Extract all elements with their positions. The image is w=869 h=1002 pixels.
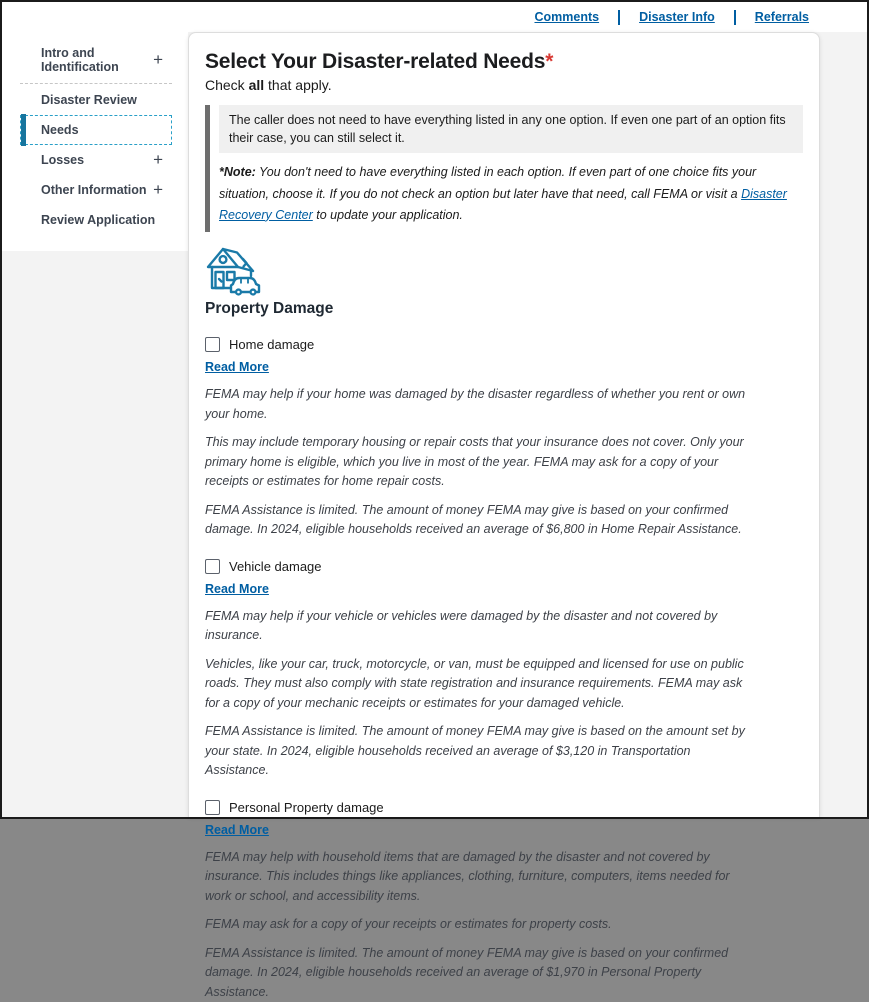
expand-plus-icon[interactable]: + bbox=[153, 55, 163, 65]
checkbox-label: Home damage bbox=[229, 337, 314, 352]
read-more-link[interactable]: Read More bbox=[205, 823, 269, 837]
option-description: FEMA may help if your home was damaged by the disaster regardless of whether you rent or own your home. bbox=[205, 385, 753, 424]
read-more-link[interactable]: Read More bbox=[205, 360, 269, 374]
checkbox-label: Personal Property damage bbox=[229, 800, 384, 815]
main-panel bbox=[188, 32, 820, 817]
option-description: FEMA Assistance is limited. The amount of money FEMA may give is based on your confirmed damage. In 2024, eligible households received an average of $6,800 in Home Repair Assistance. bbox=[205, 501, 753, 540]
page-subtitle bbox=[205, 77, 803, 93]
caller-guidance-callout: The caller does not need to have everything listed in any one option. If even one part of an option fits their case, you can still select it. bbox=[219, 105, 803, 153]
option-description: FEMA Assistance is limited. The amount of money FEMA may give is based on your confirmed damage. In 2024, eligible households received an average of $1,970 in Personal Property Assistance. bbox=[205, 944, 753, 1002]
sidebar-separator bbox=[20, 83, 172, 84]
note-body-1: You don't need to have everything listed in each option. If even part of one choice fits your situation, choose it. If you do not check an option but later have that need, call FEMA or visit a bbox=[219, 165, 756, 200]
topbar-link-disaster-info[interactable]: Disaster Info bbox=[639, 10, 715, 24]
subtitle-prefix: Check bbox=[205, 77, 249, 93]
option-description: This may include temporary housing or repair costs that your insurance does not cover. Only your primary home is eligible, which you live in most of the year. FEMA may ask for a copy of your receipts or estimates for home repair costs. bbox=[205, 433, 753, 492]
checkbox-vehicle-damage[interactable] bbox=[205, 559, 220, 574]
checkbox-row-home-damage[interactable] bbox=[205, 337, 803, 352]
sidebar-item-losses[interactable] bbox=[20, 145, 172, 175]
sidebar-item-label: Review Application bbox=[41, 213, 155, 227]
checkbox-row-vehicle-damage[interactable] bbox=[205, 559, 803, 574]
options-list bbox=[205, 337, 803, 1002]
topbar-link-referrals[interactable]: Referrals bbox=[755, 10, 809, 24]
option-vehicle-damage bbox=[205, 559, 803, 781]
option-description: FEMA may ask for a copy of your receipts or estimates for property costs. bbox=[205, 915, 753, 935]
topbar-links bbox=[534, 10, 809, 25]
sidebar-item-label: Intro and Identification bbox=[41, 46, 153, 74]
sidebar-item-intro-and-identification[interactable] bbox=[20, 38, 172, 82]
subtitle-bold: all bbox=[249, 77, 265, 93]
topbar-link-comments[interactable]: Comments bbox=[534, 10, 599, 24]
sidebar-item-review-application[interactable] bbox=[20, 205, 172, 235]
page-title bbox=[205, 50, 803, 74]
sidebar bbox=[2, 32, 188, 251]
note-text bbox=[219, 162, 803, 226]
section-heading-property-damage: Property Damage bbox=[205, 300, 803, 318]
checkbox-row-personal-property-damage[interactable] bbox=[205, 800, 803, 815]
option-description: FEMA Assistance is limited. The amount of money FEMA may give is based on the amount set by your state. In 2024, eligible households received an average of $3,120 in Transportation Assistance. bbox=[205, 722, 753, 781]
page-title-text: Select Your Disaster-related Needs bbox=[205, 50, 545, 73]
option-description: FEMA may help if your vehicle or vehicles were damaged by the disaster and not covered by insurance. bbox=[205, 607, 753, 646]
disaster-recovery-center-link[interactable]: Disaster Recovery Center bbox=[219, 187, 787, 222]
checkbox-label: Vehicle damage bbox=[229, 559, 322, 574]
expand-plus-icon[interactable]: + bbox=[153, 185, 163, 195]
required-asterisk: * bbox=[545, 50, 553, 73]
sidebar-item-disaster-review[interactable] bbox=[20, 85, 172, 115]
option-description: Vehicles, like your car, truck, motorcycle, or van, must be equipped and licensed for use on public roads. They must also comply with state registration and insurance requirements. FEMA may ask for a copy of your mechanic receipts or estimates for your damaged vehicle. bbox=[205, 655, 753, 714]
sidebar-item-needs[interactable] bbox=[20, 115, 172, 145]
sidebar-item-label: Disaster Review bbox=[41, 93, 137, 107]
expand-plus-icon[interactable]: + bbox=[153, 155, 163, 165]
sidebar-item-other-information[interactable] bbox=[20, 175, 172, 205]
damaged-house-and-car-icon bbox=[205, 244, 261, 296]
topbar-separator bbox=[618, 10, 620, 25]
note-label: *Note: bbox=[219, 165, 256, 179]
option-personal-property-damage bbox=[205, 800, 803, 1002]
guidance-blockquote bbox=[205, 105, 803, 232]
sidebar-item-label: Losses bbox=[41, 153, 84, 167]
checkbox-personal-property-damage[interactable] bbox=[205, 800, 220, 815]
note-body-2: to update your application. bbox=[313, 208, 463, 222]
read-more-link[interactable]: Read More bbox=[205, 582, 269, 596]
sidebar-item-label: Other Information bbox=[41, 183, 147, 197]
sidebar-nav bbox=[20, 38, 188, 235]
topbar bbox=[2, 2, 867, 32]
topbar-separator bbox=[734, 10, 736, 25]
sidebar-item-label: Needs bbox=[41, 123, 79, 137]
option-home-damage bbox=[205, 337, 803, 540]
subtitle-suffix: that apply. bbox=[264, 77, 331, 93]
option-description: FEMA may help with household items that are damaged by the disaster and not covered by insurance. This includes things like appliances, clothing, furniture, computers, items needed for work or school, and accessibility items. bbox=[205, 848, 753, 907]
checkbox-home-damage[interactable] bbox=[205, 337, 220, 352]
